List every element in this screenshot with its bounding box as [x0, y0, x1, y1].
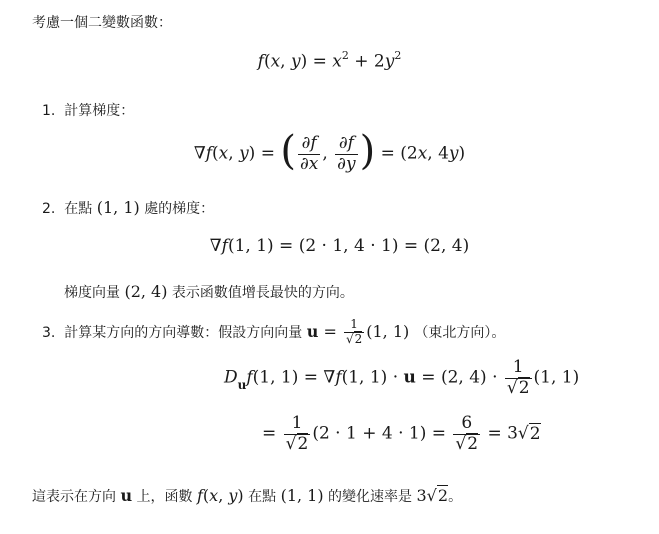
gradient-at-point-equation: ∇f(1, 1) = (2 · 1, 4 · 1) = (2, 4) [209, 236, 470, 256]
gradient-note-prefix: 梯度向量 [64, 285, 120, 301]
conclusion [32, 486, 462, 506]
gradient-note [64, 282, 354, 302]
step-2-point: (1, 1) [96, 198, 140, 217]
conclusion-point: (1, 1) [280, 486, 324, 505]
directional-derivative-result: = $\frac{1}{√2}$ (2 · 1 + 4 · 1) = $\frac{6}{√2}$ = 3√2 [262, 413, 541, 454]
step-3-suffix: （東北方向）。 [414, 324, 506, 341]
directional-derivative-equation: $D_uf(1$, 1) = ∇f(1, 1) · u = (2, 4) · $\frac{1}{√2}$ (1, 1) [224, 357, 580, 398]
step-3 [42, 318, 505, 347]
conclusion-mid1: 上，函數 [136, 489, 193, 505]
gradient-note-suffix: 表示函數值增長最快的方向。 [171, 285, 354, 301]
gradient-equation: ∇f(x, y) = ( $\frac{\partial f}{\partial x}$ , $\frac{\partial f}{\partial y}$ ) = (2x, 4y) [193, 128, 466, 175]
conclusion-rate: 3√2 [416, 486, 449, 505]
step-2-text: 在點 [64, 201, 93, 217]
step-2-suffix: 處的梯度： [144, 201, 215, 217]
conclusion-mid3: 的變化速率是 [328, 489, 413, 505]
step-2 [42, 198, 214, 218]
step-3-text: 計算某方向的方向導數：假設方向向量 [64, 324, 303, 341]
direction-vector: u = $\frac{1}{√2}$ (1, 1) [306, 317, 415, 346]
step-1-number: 1. [42, 103, 56, 119]
step-1-text: 計算梯度： [64, 103, 135, 119]
step-2-number: 2. [42, 201, 56, 217]
step-3-number: 3. [42, 324, 56, 341]
function-equation: f(x, $y) = x^2 + 2y^2$ [257, 49, 402, 72]
conclusion-u: u [120, 486, 133, 505]
gradient-vector: (2, 4) [124, 282, 168, 301]
conclusion-prefix: 這表示在方向 [32, 489, 116, 505]
conclusion-function: f(x, y) [197, 486, 244, 505]
conclusion-mid2: 在點 [248, 489, 277, 505]
conclusion-end: 。 [448, 489, 463, 505]
intro-text: 考慮一個二變數函數： [32, 15, 172, 31]
step-1 [42, 100, 134, 120]
